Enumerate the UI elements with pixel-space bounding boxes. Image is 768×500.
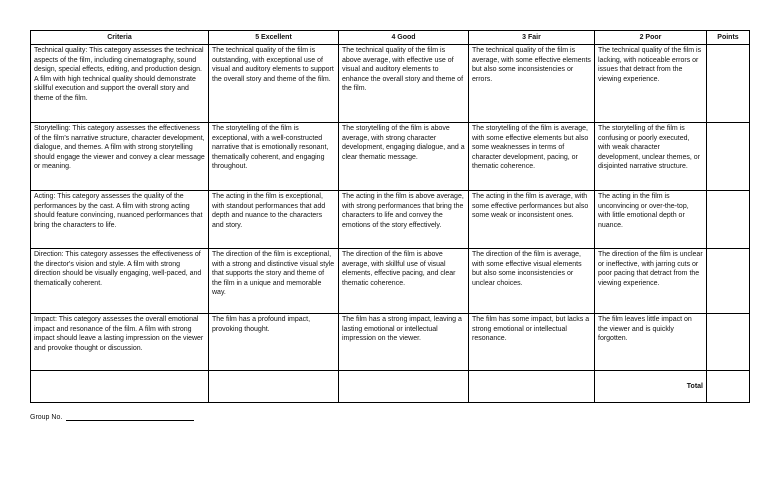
criteria-cell: Storytelling: This category assesses the effectiveness of the film's narrative structure, character development, dialogue, and themes. A film with strong storytelling should engage the viewer and convey a clear message or meaning. [31, 123, 209, 191]
points-cell[interactable] [707, 45, 750, 123]
good-cell: The film has a strong impact, leaving a lasting emotional or intellectual impression on the viewer. [339, 314, 469, 371]
header-criteria: Criteria [31, 31, 209, 45]
header-points: Points [707, 31, 750, 45]
group-number-line [30, 412, 194, 421]
table-row [31, 123, 750, 191]
empty-cell [31, 371, 209, 403]
header-poor: 2 Poor [595, 31, 707, 45]
fair-cell: The direction of the film is average, with some effective visual elements but also some inconsistencies or unclear choices. [469, 249, 595, 314]
empty-cell [209, 371, 339, 403]
good-cell: The direction of the film is above average, with skillful use of visual elements, effective pacing, and clear thematic coherence. [339, 249, 469, 314]
rubric-table [30, 30, 750, 403]
empty-cell [469, 371, 595, 403]
good-cell: The technical quality of the film is above average, with effective use of visual and auditory elements to enhance the overall story and theme of the film. [339, 45, 469, 123]
points-cell[interactable] [707, 314, 750, 371]
total-row [31, 371, 750, 403]
excellent-cell: The film has a profound impact, provoking thought. [209, 314, 339, 371]
group-number-field[interactable] [66, 412, 194, 421]
points-cell[interactable] [707, 191, 750, 249]
header-good: 4 Good [339, 31, 469, 45]
excellent-cell: The storytelling of the film is exceptional, with a well-constructed narrative that is emotionally resonant, thematically coherent, and engaging throughout. [209, 123, 339, 191]
total-points-cell[interactable] [707, 371, 750, 403]
excellent-cell: The technical quality of the film is outstanding, with exceptional use of visual and auditory elements to support the overall story and theme of the film. [209, 45, 339, 123]
empty-cell [339, 371, 469, 403]
group-number-label: Group No. [30, 414, 63, 421]
fair-cell: The technical quality of the film is average, with some effective elements but also some inconsistencies or errors. [469, 45, 595, 123]
table-row [31, 191, 750, 249]
header-fair: 3 Fair [469, 31, 595, 45]
poor-cell: The film leaves little impact on the viewer and is quickly forgotten. [595, 314, 707, 371]
header-row [31, 31, 750, 45]
total-label: Total [595, 371, 707, 403]
criteria-cell: Impact: This category assesses the overall emotional impact and resonance of the film. A film with strong impact should leave a lasting impression on the viewer and provoke thought or discussion. [31, 314, 209, 371]
excellent-cell: The direction of the film is exceptional, with a strong and distinctive visual style that supports the story and theme of the film in a unique and memorable way. [209, 249, 339, 314]
fair-cell: The film has some impact, but lacks a strong emotional or intellectual resonance. [469, 314, 595, 371]
table-row [31, 314, 750, 371]
table-row [31, 249, 750, 314]
criteria-cell: Technical quality: This category assesses the technical aspects of the film, including cinematography, sound design, special effects, editing, and production design. A film with high technical quality should demonstrate skillful execution and support the overall story and theme of the film. [31, 45, 209, 123]
table-row [31, 45, 750, 123]
fair-cell: The acting in the film is average, with some effective performances but also some weak or inconsistent ones. [469, 191, 595, 249]
points-cell[interactable] [707, 123, 750, 191]
criteria-cell: Acting: This category assesses the quality of the performances by the cast. A film with strong acting should feature convincing, nuanced performances that bring the characters to life. [31, 191, 209, 249]
poor-cell: The technical quality of the film is lacking, with noticeable errors or issues that detract from the viewing experience. [595, 45, 707, 123]
fair-cell: The storytelling of the film is average, with some effective elements but also some weaknesses in terms of character development, pacing, or thematic coherence. [469, 123, 595, 191]
poor-cell: The storytelling of the film is confusing or poorly executed, with weak character development, unclear themes, or disjointed narrative structure. [595, 123, 707, 191]
poor-cell: The acting in the film is unconvincing or over-the-top, with little emotional depth or nuance. [595, 191, 707, 249]
header-excellent: 5 Excellent [209, 31, 339, 45]
criteria-cell: Direction: This category assesses the effectiveness of the director's vision and style. A film with strong direction should be visually engaging, well-paced, and thematically coherent. [31, 249, 209, 314]
points-cell[interactable] [707, 249, 750, 314]
excellent-cell: The acting in the film is exceptional, with standout performances that add depth and nuance to the characters and story. [209, 191, 339, 249]
poor-cell: The direction of the film is unclear or ineffective, with jarring cuts or poor pacing that detract from the viewing experience. [595, 249, 707, 314]
good-cell: The storytelling of the film is above average, with strong character development, engaging dialogue, and a clear thematic message. [339, 123, 469, 191]
good-cell: The acting in the film is above average, with strong performances that bring the characters to life and convey the emotions of the story effectively. [339, 191, 469, 249]
